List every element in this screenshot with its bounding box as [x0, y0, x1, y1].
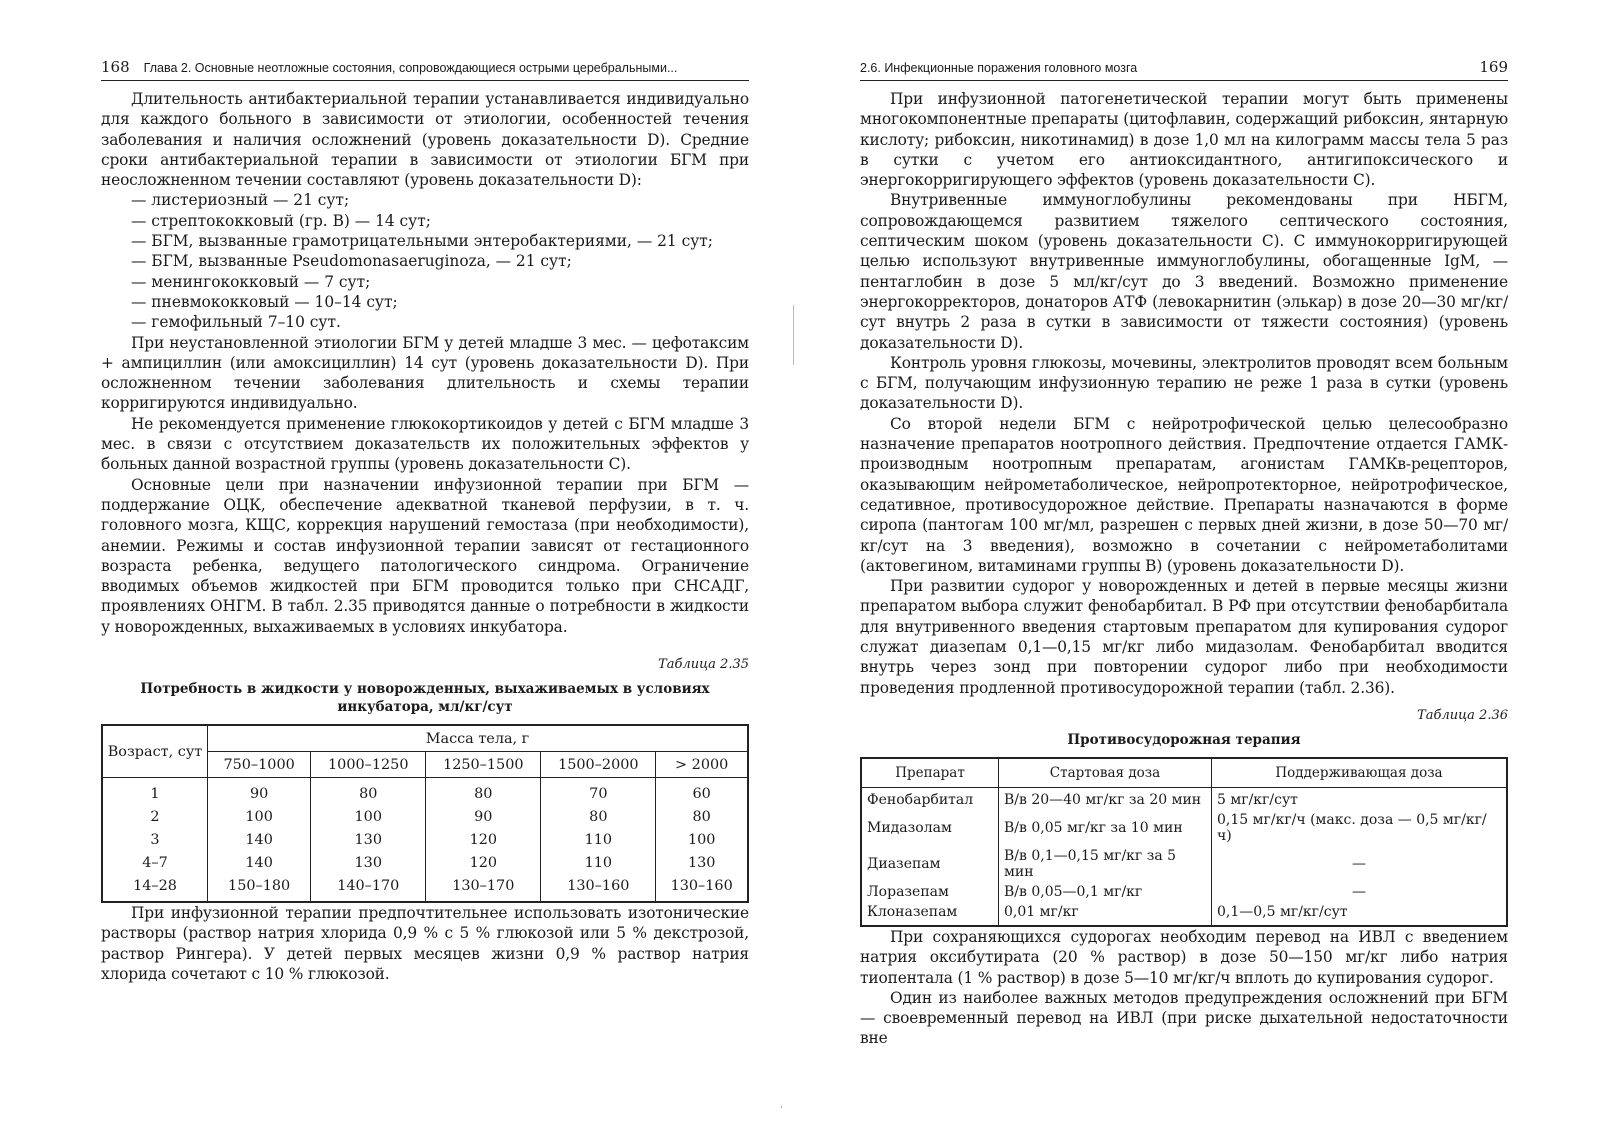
table-cell: 5 мг/кг/сут — [1212, 787, 1508, 810]
table-cell: 100 — [656, 828, 748, 851]
table-cell: 0,01 мг/кг — [999, 902, 1212, 926]
section-title-right: 2.6. Инфекционные поражения головного мозга — [860, 61, 1138, 75]
page-number-left: 168 — [101, 58, 130, 76]
table-2-36-title: Противосудорожная терапия — [1067, 731, 1301, 748]
table-row — [861, 902, 1507, 926]
paragraph-isotonic: При инфузионной терапии предпочтительнее использовать изотонические растворы (раствор натрия хлорида 0,9 % с 5 % глюкозой или 5 % декстрозой, раствор Рингера). У детей первых месяцев жизни 0,9 % раствор натрия хлорида сочетают с 10 % глюкозой. — [101, 904, 749, 983]
paragraph-ventilation: При сохраняющихся судорогах необходим перевод на ИВЛ с введением натрия оксибутирата (20 % раствор) в дозе 50—150 мг/кг либо натрия тиопентала (1 % раствор) в дозе 5—10 мг/кг/ч вплоть до купирования судорог. — [860, 927, 1508, 987]
table-cell: В/в 0,05—0,1 мг/кг — [999, 882, 1212, 902]
paragraph-immunoglobulins: Внутривенные иммуноглобулины рекомендованы при НБГМ, сопровождающемся развитием тяжелого септического состояния, септическим шоком (уровень доказательности С). С иммунокорригирующей целью используют внутривенные иммуноглобулины, обогащенные IgM, — пентаглобин в дозе 5 мл/кг/сут до 3 введений. Возможно применение энергокорректоров, донаторов АТФ (левокарнитин (элькар) в дозе 20—30 мг/кг/сут внутрь 2 раза в сутки в зависимости от тяжести состояния) (уровень доказательности D). — [860, 191, 1508, 352]
table-cell: 150–180 — [208, 874, 311, 902]
drug-cell: Клоназепам — [861, 902, 999, 926]
table-row — [102, 828, 748, 851]
table-cell: 0,1—0,5 мг/кг/сут — [1212, 902, 1508, 926]
table-row — [102, 851, 748, 874]
table-row — [861, 787, 1507, 810]
mass-column-header: > 2000 — [656, 752, 748, 778]
right-page — [860, 58, 1508, 1049]
table-cell: 100 — [311, 805, 426, 828]
table-cell: В/в 0,05 мг/кг за 10 мин — [999, 810, 1212, 846]
table-cell: 140 — [208, 828, 311, 851]
table-cell: — — [1212, 882, 1508, 902]
table-cell: 90 — [208, 778, 311, 806]
table-row — [861, 846, 1507, 882]
drug-cell: Фенобарбитал — [861, 787, 999, 810]
table-cell: 0,15 мг/кг/ч (макс. доза — 0,5 мг/кг/ч) — [1212, 810, 1508, 846]
mass-column-header: 750–1000 — [208, 752, 311, 778]
table-cell: 120 — [426, 851, 541, 874]
table-cell: 80 — [541, 805, 656, 828]
paragraph-duration: Длительность антибактериальной терапии устанавливается индивидуально для каждого больного в зависимости от этиологии, особенностей течения заболевания и наличия осложнений (уровень доказательности D). Средние сроки антибактериальной терапии в зависимости от этиологии БГМ при неосложненном течении составляют (уровень доказательности D): — [101, 90, 749, 190]
age-cell: 3 — [102, 828, 208, 851]
mass-column-header: 1500–2000 — [541, 752, 656, 778]
duration-item: — БГМ, вызванные грамотрицательными энтеробактериями, — 21 сут; — [131, 231, 749, 251]
paragraph-pathogenetic: При инфузионной патогенетической терапии могут быть применены многокомпонентные препараты (цитофлавин, содержащий рибоксин, янтарную кислоту; рибоксин, никотинамид) в дозе 1,0 мл на килограмм массы тела 5 раз в сутки с учетом его антиоксидантного, антигипоксического и энергокорригирующего эффектов (уровень доказательности С). — [860, 90, 1508, 190]
duration-item: — пневмококковый — 10–14 сут; — [131, 292, 749, 312]
table-cell: 110 — [541, 828, 656, 851]
table-cell: 100 — [208, 805, 311, 828]
table-2-35-label: Таблица 2.35 — [658, 657, 749, 673]
paragraph-glucocorticoids: Не рекомендуется применение глюкокортикоидов у детей с БГМ младше 3 мес. в связи с отсутствием доказательств их положительных эффектов у больных данной возрастной группы (уровень доказательности С). — [101, 414, 749, 474]
table-cell: 90 — [426, 805, 541, 828]
anticonvulsant-table — [860, 757, 1508, 927]
duration-item: — гемофильный 7–10 сут. — [131, 312, 749, 332]
left-page — [101, 58, 749, 984]
table-cell: 140 — [208, 851, 311, 874]
age-cell: 2 — [102, 805, 208, 828]
duration-item: — БГМ, вызванные Pseudomonasaeruginoza, — 21 сут; — [131, 251, 749, 271]
table-cell: — — [1212, 846, 1508, 882]
table-cell: 60 — [656, 778, 748, 806]
table-2-36-label: Таблица 2.36 — [1417, 707, 1508, 723]
table-cell: 130–160 — [541, 874, 656, 902]
table-row — [861, 882, 1507, 902]
table-row — [102, 874, 748, 902]
paragraph-infusion-goals: Основные цели при назначении инфузионной терапии при БГМ — поддержание ОЦК, обеспечение адекватной тканевой перфузии, в т. ч. головного мозга, КЩС, коррекция нарушений гемостаза (при необходимости), анемии. Режимы и состав инфузионной терапии зависят от гестационного возраста ребенка, ведущего патологического синдрома. Ограничение вводимых объемов жидкостей при БГМ проводится только при СНСАДГ, проявлениях ОНГМ. В табл. 2.35 приводятся данные о потребности в жидкости у новорожденных, выхаживаемых в условиях инкубатора. — [101, 475, 749, 636]
duration-list — [101, 190, 749, 332]
table-cell: 70 — [541, 778, 656, 806]
table-row — [861, 810, 1507, 846]
paragraph-nootropics: Со второй недели БГМ с нейротрофической целью целесообразно назначение препаратов ноотропного действия. Предпочтение отдается ГАМК-производным ноотропным препаратам, агонистам ГАМКв-рецепторов, оказывающим нейрометаболическое, нейропротекторное, нейротрофическое, седативное, противосудорожное действие. Препараты назначаются в форме сиропа (пантогам 100 мг/мл, разрешен с первых дней жизни, в дозе 50—70 мг/кг/сут на 3 введения), возможно в сочетании с нейрометаболитами (актовегином, витаминами группы В) (уровень доказательности D). — [860, 414, 1508, 575]
table-2-35-title: Потребность в жидкости у новорожденных, выхаживаемых в условиях инкубатора, мл/кг/сут — [140, 681, 710, 716]
duration-item: — стрептококковый (гр. В) — 14 сут; — [131, 211, 749, 231]
table-cell: В/в 0,1—0,15 мг/кг за 5 мин — [999, 846, 1212, 882]
table-cell: 120 — [426, 828, 541, 851]
age-header: Возраст, сут — [102, 725, 208, 778]
table-header: Стартовая доза — [999, 758, 1212, 788]
paragraph-monitoring: Контроль уровня глюкозы, мочевины, электролитов проводят всем больным с БГМ, получающим инфузионную терапию не реже 1 раза в сутки (уровень доказательности D). — [860, 353, 1508, 413]
paragraph-complications: Один из наиболее важных методов предупреждения осложнений при БГМ — своевременный перевод на ИВЛ (при риске дыхательной недостаточности вне — [860, 988, 1508, 1048]
mass-column-header: 1000–1250 — [311, 752, 426, 778]
table-cell: 80 — [311, 778, 426, 806]
duration-item: — менингококковый — 7 сут; — [131, 272, 749, 292]
table-cell: 130 — [311, 851, 426, 874]
table-cell: 130–170 — [426, 874, 541, 902]
paragraph-seizures: При развитии судорог у новорожденных и детей в первые месяцы жизни препаратом выбора служит фенобарбитал. В РФ при отсутствии фенобарбитала для внутривенного введения стартовым препаратом для купирования судорог служат диазепам 0,1—0,15 мг/кг либо мидазолам. Фенобарбитал вводится внутрь через зонд при повторении судорог либо при необходимости проведения продленной противосудорожной терапии (табл. 2.36). — [860, 577, 1508, 697]
drug-cell: Лоразепам — [861, 882, 999, 902]
age-cell: 4–7 — [102, 851, 208, 874]
paragraph-unknown-etiology: При неустановленной этиологии БГМ у детей младше 3 мес. — цефотаксим + ампициллин (или амоксициллин) 14 сут (уровень доказательности D). При осложненном течении заболевания длительность и схемы терапии корригируются индивидуально. — [101, 333, 749, 413]
scan-mark: · — [780, 1103, 783, 1113]
table-cell: 130–160 — [656, 874, 748, 902]
age-cell: 14–28 — [102, 874, 208, 902]
page-number-right: 169 — [1479, 58, 1508, 76]
table-cell: 140–170 — [311, 874, 426, 902]
chapter-title-left: Глава 2. Основные неотложные состояния, сопровождающиеся острыми церебральными... — [143, 61, 678, 75]
table-row — [102, 805, 748, 828]
table-row — [102, 778, 748, 806]
table-cell: 80 — [426, 778, 541, 806]
age-cell: 1 — [102, 778, 208, 806]
mass-column-header: 1250–1500 — [426, 752, 541, 778]
page-fold-mark — [793, 305, 794, 365]
table-cell: 110 — [541, 851, 656, 874]
table-cell: В/в 20—40 мг/кг за 20 мин — [999, 787, 1212, 810]
duration-item: — листериозный — 21 сут; — [131, 190, 749, 210]
table-cell: 130 — [656, 851, 748, 874]
mass-header: Масса тела, г — [208, 725, 749, 752]
fluid-requirement-table — [101, 724, 749, 903]
table-cell: 130 — [311, 828, 426, 851]
table-header: Препарат — [861, 758, 999, 788]
table-header: Поддерживающая доза — [1212, 758, 1508, 788]
drug-cell: Мидазолам — [861, 810, 999, 846]
running-head-left — [101, 58, 749, 81]
drug-cell: Диазепам — [861, 846, 999, 882]
table-cell: 80 — [656, 805, 748, 828]
running-head-right — [860, 58, 1508, 81]
